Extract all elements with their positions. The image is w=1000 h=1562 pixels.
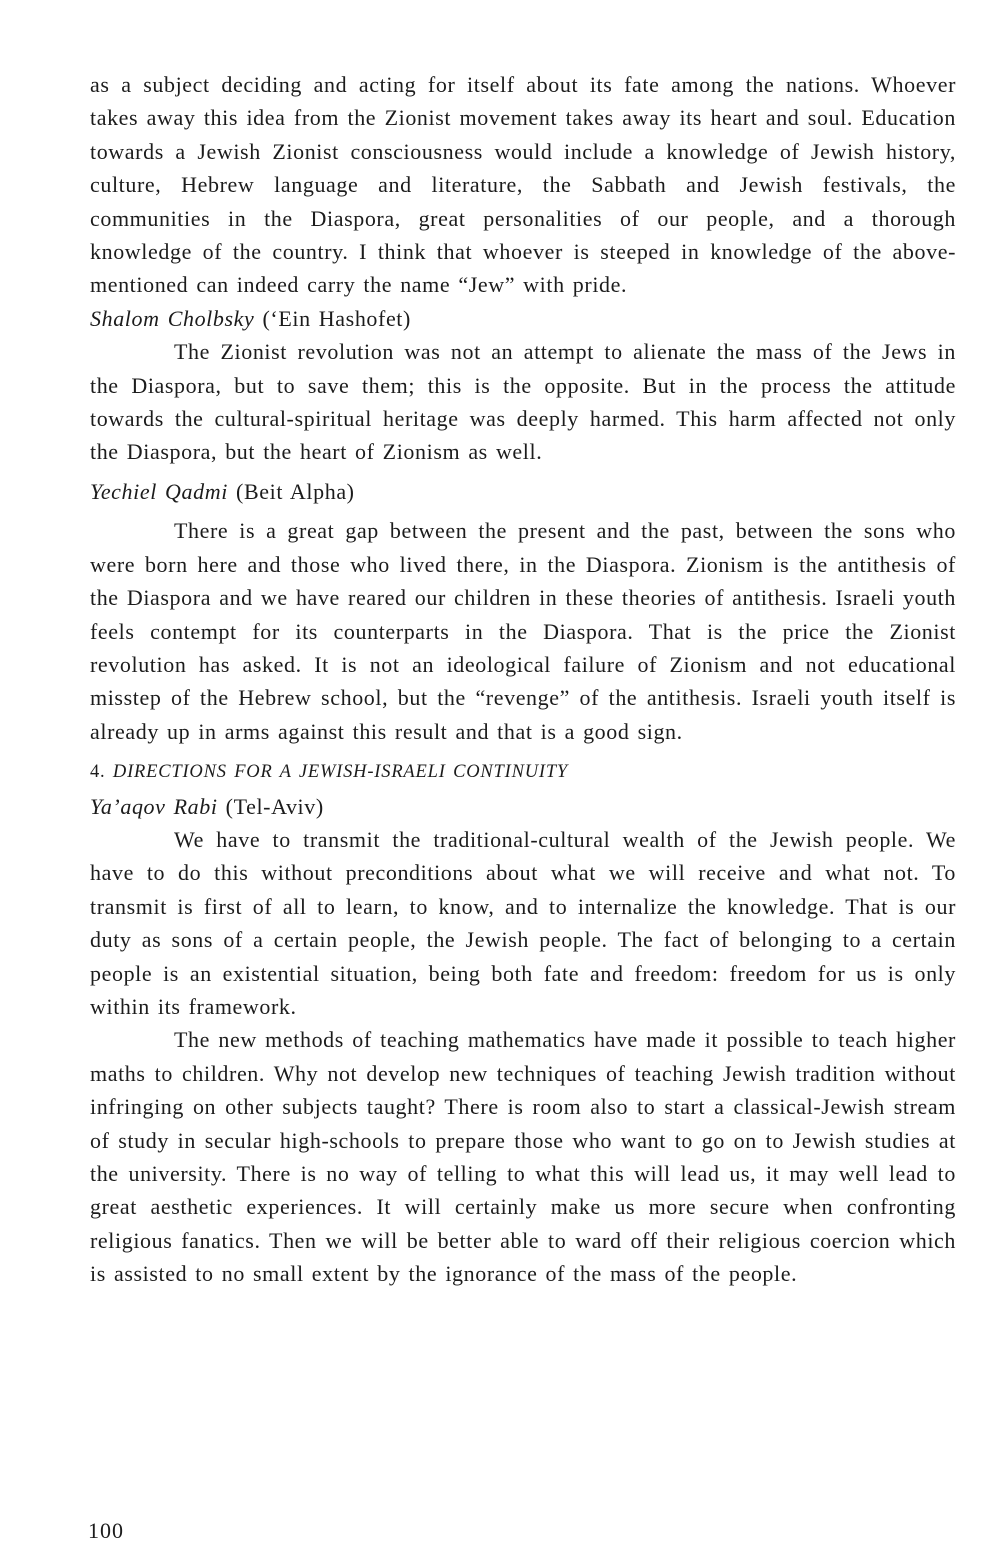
opening-paragraph: as a subject deciding and acting for itself about its fate among the nations. Whoever takes away this idea from the Zionist movement takes away its heart and soul. Education towards a Jewish Zionist consciousness would include a knowledge of Jewish history, culture, Hebrew language and literature, the Sabbath and Jewish festivals, the communities in the Diaspora, great personalities of our people, and a thorough knowledge of the country. I think that whoever is steeped in knowledge of the above-mentioned can indeed carry the name “Jew” with pride.	[90, 72, 956, 298]
speaker-paragraph: We have to transmit the traditional-cultural wealth of the Jewish people. We have to do this without preconditions about what we will receive and what not. To transmit is first of all to learn, to know, and to internalize the knowledge. That is our duty as sons of a certain people, the Jewish people. The fact of belonging to a certain people is an existential situation, being both fate and freedom: freedom for us is only within its framework.	[90, 826, 956, 1019]
speaker-paragraph: The new methods of teaching mathematics have made it possible to teach higher maths to children. Why not develop new techniques of teaching Jewish tradition without infringing on other subjects taught? There is room also to start a classical-Jewish stream of study in secular high-schools to prepare those who want to go on to Jewish studies at the university. There is no way of telling to what this will lead us, it may well lead to great aesthetic experiences. It will certainly make us more secure when confronting religious fanatics. Then we will be better able to ward off their religious coercion which is assisted to no small extent by the ignorance of the mass of the people.	[90, 1027, 956, 1287]
speaker-name: Shalom Cholbsky	[90, 305, 255, 331]
speaker-place: (Tel-Aviv)	[225, 793, 324, 819]
speaker-place: (Beit Alpha)	[236, 478, 355, 504]
speaker-heading	[90, 475, 956, 508]
speaker-heading	[90, 302, 956, 335]
page-body	[90, 68, 956, 1291]
page-number: 100	[88, 1518, 124, 1543]
section-number: 4.	[90, 762, 106, 783]
speaker-place: (‘Ein Hashofet)	[262, 305, 411, 331]
speaker-name: Yechiel Qadmi	[90, 478, 228, 504]
speaker-paragraph: There is a great gap between the present and the past, between the sons who were born here and those who lived there, in the Diaspora. Zionism is the antithesis of the Diaspora and we have reared our children in these theories of antithesis. Israeli youth feels contempt for its counterparts in the Diaspora. That is the price the Zionist revolution has asked. It is not an ideological failure of Zionism and not educational misstep of the Hebrew school, but the “revenge” of the antithesis. Israeli youth itself is already up in arms against this result and that is a good sign.	[90, 518, 956, 744]
speaker-paragraph: The Zionist revolution was not an attempt to alienate the mass of the Jews in the Diaspora, but to save them; this is the opposite. But in the process the attitude towards the cultural-spiritual heritage was deeply harmed. This harm affected not only the Diaspora, but the heart of Zionism as well.	[90, 339, 956, 465]
section-heading	[90, 756, 956, 789]
speaker-name: Ya’aqov Rabi	[90, 793, 218, 819]
speaker-heading	[90, 790, 956, 823]
section-title: DIRECTIONS FOR A JEWISH-ISRAELI CONTINUITY	[112, 762, 569, 783]
